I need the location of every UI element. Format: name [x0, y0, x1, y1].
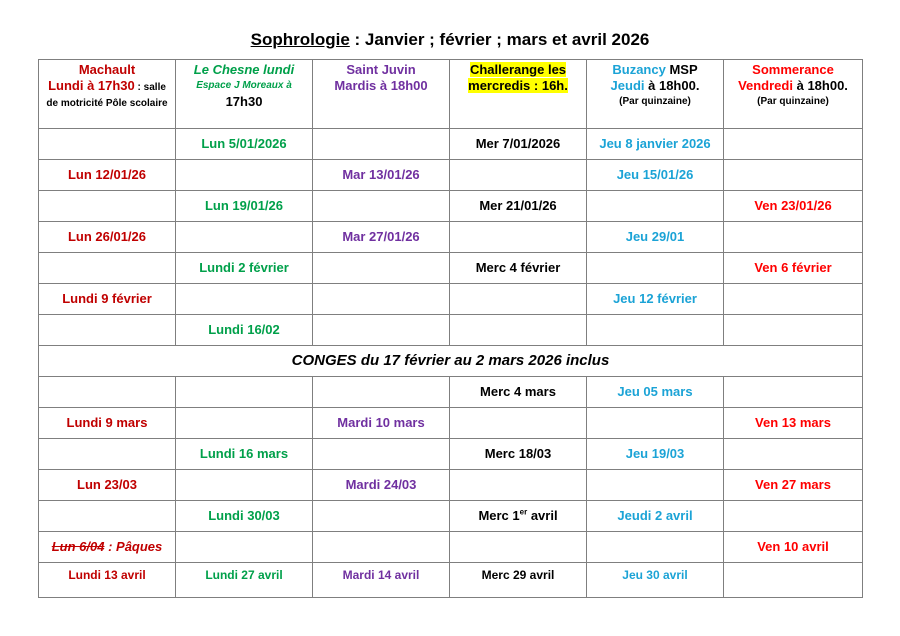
- table-cell: Jeudi 2 avril: [587, 501, 724, 532]
- table-cell: [313, 129, 450, 160]
- title-underlined: Sophrologie: [250, 30, 350, 49]
- table-row: [39, 563, 863, 598]
- header-challerange-name: Challerange les: [469, 62, 567, 77]
- table-row: [39, 377, 863, 408]
- table-cell: [39, 501, 176, 532]
- header-saintjuvin-time: Mardis à 18h00: [334, 78, 428, 93]
- table-cell: [587, 253, 724, 284]
- header-sommerance-day: Vendredi: [738, 78, 793, 93]
- table-cell: Ven 10 avril: [724, 532, 863, 563]
- header-buzancy-time: à 18h00.: [644, 78, 700, 93]
- table-cell: [39, 253, 176, 284]
- table-cell: Merc 18/03: [450, 439, 587, 470]
- table-cell: Lun 5/01/2026: [176, 129, 313, 160]
- table-cell: Lundi 27 avril: [176, 563, 313, 598]
- header-chesne: [176, 60, 313, 129]
- table-row: [39, 222, 863, 253]
- table-cell: Jeu 12 février: [587, 284, 724, 315]
- table-cell: [39, 129, 176, 160]
- table-cell: Merc 4 février: [450, 253, 587, 284]
- table-cell: [313, 191, 450, 222]
- table-cell: [39, 191, 176, 222]
- title-rest: : Janvier ; février ; mars et avril 2026: [349, 30, 650, 49]
- table-row: [39, 284, 863, 315]
- table-cell: Mar 13/01/26: [313, 160, 450, 191]
- table-cell: [450, 315, 587, 346]
- table-cell: [176, 284, 313, 315]
- table-row: [39, 408, 863, 439]
- table-cell: [587, 470, 724, 501]
- header-chesne-time: 17h30: [225, 94, 263, 109]
- header-chesne-place: Espace J Moreaux à: [196, 80, 292, 91]
- table-cell: Lundi 2 février: [176, 253, 313, 284]
- table-cell: [724, 160, 863, 191]
- table-cell: Lun 26/01/26: [39, 222, 176, 253]
- table-cell: [587, 408, 724, 439]
- table-row: [39, 253, 863, 284]
- table-cell: [39, 377, 176, 408]
- table-cell: Mer 7/01/2026: [450, 129, 587, 160]
- header-machault-name: Machault: [78, 62, 136, 77]
- table-cell: [313, 377, 450, 408]
- table-cell: [176, 470, 313, 501]
- table-row: [39, 470, 863, 501]
- header-machault-room-1: : salle: [134, 82, 166, 93]
- cell-superscript: er: [519, 507, 528, 517]
- table-cell: [450, 470, 587, 501]
- table-cell: Jeu 05 mars: [587, 377, 724, 408]
- table-cell: [724, 284, 863, 315]
- page-title: [0, 30, 900, 50]
- table-cell: [587, 532, 724, 563]
- table-row: [39, 439, 863, 470]
- table-cell: Lundi 13 avril: [39, 563, 176, 598]
- table-cell: [313, 284, 450, 315]
- header-saintjuvin-name: Saint Juvin: [346, 62, 416, 77]
- table-cell: [450, 408, 587, 439]
- cell-text: : Pâques: [104, 539, 163, 554]
- table-cell: Lun 23/03: [39, 470, 176, 501]
- table-cell: Mar 27/01/26: [313, 222, 450, 253]
- table-cell: Jeu 30 avril: [587, 563, 724, 598]
- header-chesne-name: Le Chesne lundi: [193, 62, 295, 77]
- conges-row: [39, 346, 863, 377]
- table-row: [39, 129, 863, 160]
- table-cell: Mardi 24/03: [313, 470, 450, 501]
- header-buzancy: [587, 60, 724, 129]
- table-cell: [724, 501, 863, 532]
- table-cell: [176, 408, 313, 439]
- table-cell: Ven 27 mars: [724, 470, 863, 501]
- table-cell: [587, 315, 724, 346]
- header-saintjuvin: [313, 60, 450, 129]
- table-cell: Mardi 10 mars: [313, 408, 450, 439]
- header-sommerance-time: à 18h00.: [792, 78, 848, 93]
- table-cell: Jeu 8 janvier 2026: [587, 129, 724, 160]
- table-row: [39, 160, 863, 191]
- table-cell: [724, 563, 863, 598]
- table-cell: Jeu 19/03: [587, 439, 724, 470]
- table-cell: [450, 501, 587, 532]
- table-cell: [724, 222, 863, 253]
- header-sommerance-note: (Par quinzaine): [757, 96, 829, 107]
- table-row: [39, 532, 863, 563]
- table-cell: [313, 532, 450, 563]
- header-buzancy-note: (Par quinzaine): [619, 96, 691, 107]
- table-cell: [450, 284, 587, 315]
- table-cell: [724, 315, 863, 346]
- table-cell: [450, 160, 587, 191]
- table-row: [39, 191, 863, 222]
- table-cell: [724, 377, 863, 408]
- header-sommerance-name: Sommerance: [752, 62, 834, 77]
- table-cell: [724, 439, 863, 470]
- table-cell: [313, 439, 450, 470]
- table-cell: Merc 29 avril: [450, 563, 587, 598]
- table-cell: [176, 222, 313, 253]
- header-machault-room-2: de motricité Pôle scolaire: [46, 98, 168, 109]
- table-cell: [724, 129, 863, 160]
- table-cell: Ven 6 février: [724, 253, 863, 284]
- table-cell: Mardi 14 avril: [313, 563, 450, 598]
- table-cell: [450, 532, 587, 563]
- table-cell: Jeu 29/01: [587, 222, 724, 253]
- table-cell: [176, 532, 313, 563]
- table-cell: [313, 501, 450, 532]
- cell-text: avril: [527, 508, 558, 523]
- table-cell: Lundi 9 mars: [39, 408, 176, 439]
- table-cell: [313, 315, 450, 346]
- header-machault-time: Lundi à 17h30: [48, 78, 135, 93]
- table-cell: [450, 222, 587, 253]
- header-challerange-time: mercredis : 16h.: [468, 78, 568, 93]
- table-cell: Lun 12/01/26: [39, 160, 176, 191]
- table-cell: Lundi 16 mars: [176, 439, 313, 470]
- table-cell: [176, 377, 313, 408]
- header-buzancy-msp: MSP: [665, 62, 698, 77]
- table-cell: [176, 160, 313, 191]
- table-cell: Ven 13 mars: [724, 408, 863, 439]
- header-row: [39, 60, 863, 129]
- cell-text: Merc 1: [478, 508, 520, 523]
- table-cell: [313, 253, 450, 284]
- header-buzancy-day: Jeudi: [610, 78, 645, 93]
- table-row: [39, 315, 863, 346]
- table-cell: [39, 532, 176, 563]
- table-cell: Jeu 15/01/26: [587, 160, 724, 191]
- schedule-table: [38, 59, 863, 598]
- conges-cell: CONGES du 17 février au 2 mars 2026 inclus: [39, 346, 863, 377]
- header-sommerance: [724, 60, 863, 129]
- table-cell: Mer 21/01/26: [450, 191, 587, 222]
- table-row: [39, 501, 863, 532]
- table-cell: Lundi 16/02: [176, 315, 313, 346]
- table-cell: Merc 4 mars: [450, 377, 587, 408]
- table-cell: [587, 191, 724, 222]
- table-cell: Lundi 9 février: [39, 284, 176, 315]
- header-machault: [39, 60, 176, 129]
- table-cell: [39, 315, 176, 346]
- table-cell: [39, 439, 176, 470]
- table-cell: Ven 23/01/26: [724, 191, 863, 222]
- header-buzancy-name: Buzancy: [612, 62, 666, 77]
- table-cell: Lundi 30/03: [176, 501, 313, 532]
- table-cell: Lun 19/01/26: [176, 191, 313, 222]
- cell-text-strike: Lun 6/04: [51, 539, 105, 554]
- header-challerange: [450, 60, 587, 129]
